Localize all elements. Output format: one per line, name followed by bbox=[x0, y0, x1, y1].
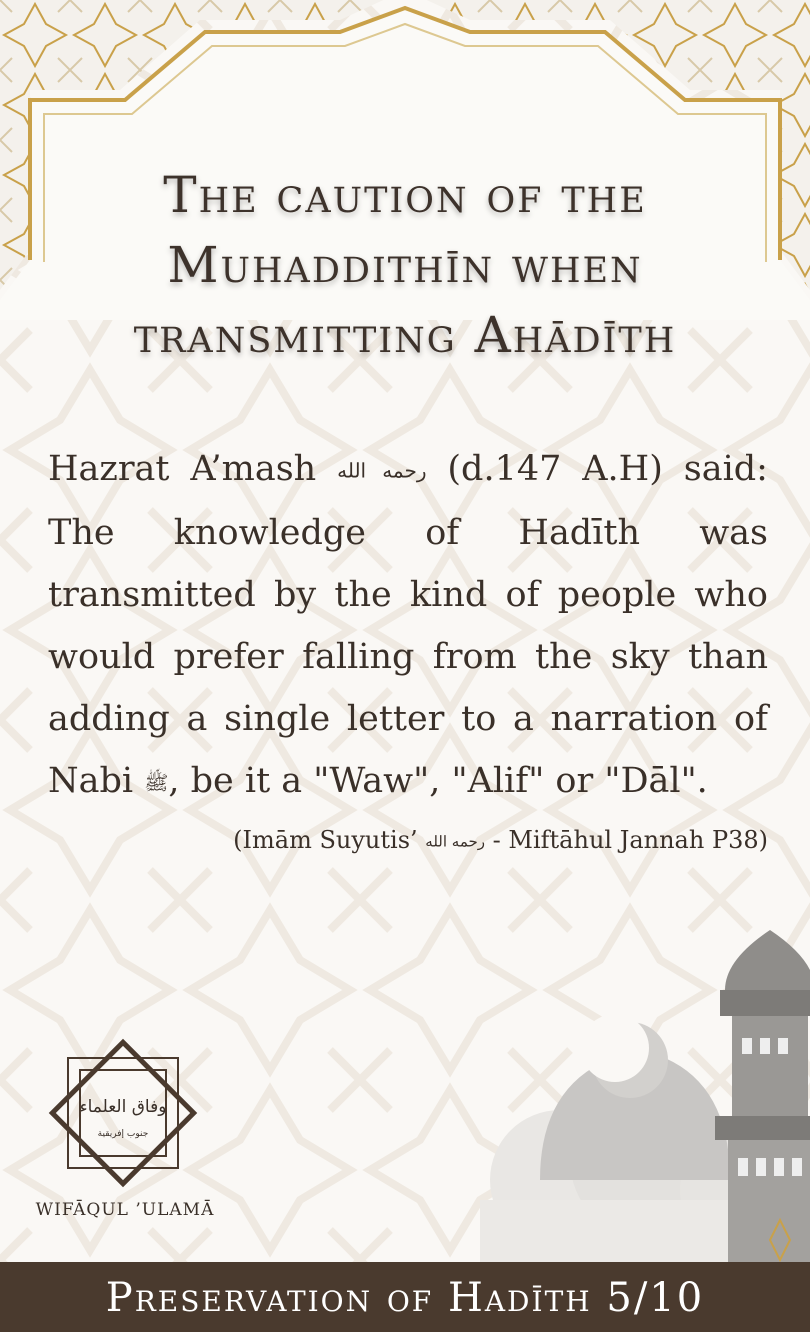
wifaqul-ulama-logo bbox=[42, 1030, 204, 1195]
footer-banner bbox=[0, 1262, 810, 1332]
page-title: The caution of the Muhaddithīn when transmitting Ahādīth bbox=[133, 166, 677, 364]
quote-source bbox=[233, 818, 768, 864]
logo-arabic-sub: جنوب إفريقية bbox=[97, 1129, 149, 1139]
quote-text-middle: (d.147 A.H) said: The knowledge of Hadīth was transmitted by the kind of people who would prefer falling from the sky than adding a single letter to a narration of Nabi bbox=[48, 449, 768, 801]
logo-arabic-main: وفاق العلماء bbox=[79, 1097, 167, 1117]
series-label: Preservation of Hadīth 5/10 bbox=[105, 1275, 705, 1321]
hadith-quote bbox=[48, 438, 768, 813]
source-text-start: (Imām Suyutis’ bbox=[233, 826, 418, 854]
source-text-end: - Miftāhul Jannah P38) bbox=[485, 826, 768, 854]
quote-text-start: Hazrat A’mash bbox=[48, 449, 317, 489]
honorific-rahimahullah: رحمه الله bbox=[337, 458, 427, 483]
source-honorific: رحمه الله bbox=[425, 832, 486, 851]
quote-text-end: , be it a "Waw", "Alif" or "Dāl". bbox=[168, 760, 708, 801]
logo-caption: WIFĀQUL ’ULAMĀ bbox=[35, 1200, 215, 1220]
honorific-salawat: ﷺ bbox=[144, 770, 169, 794]
mosque-illustration bbox=[480, 920, 810, 1265]
